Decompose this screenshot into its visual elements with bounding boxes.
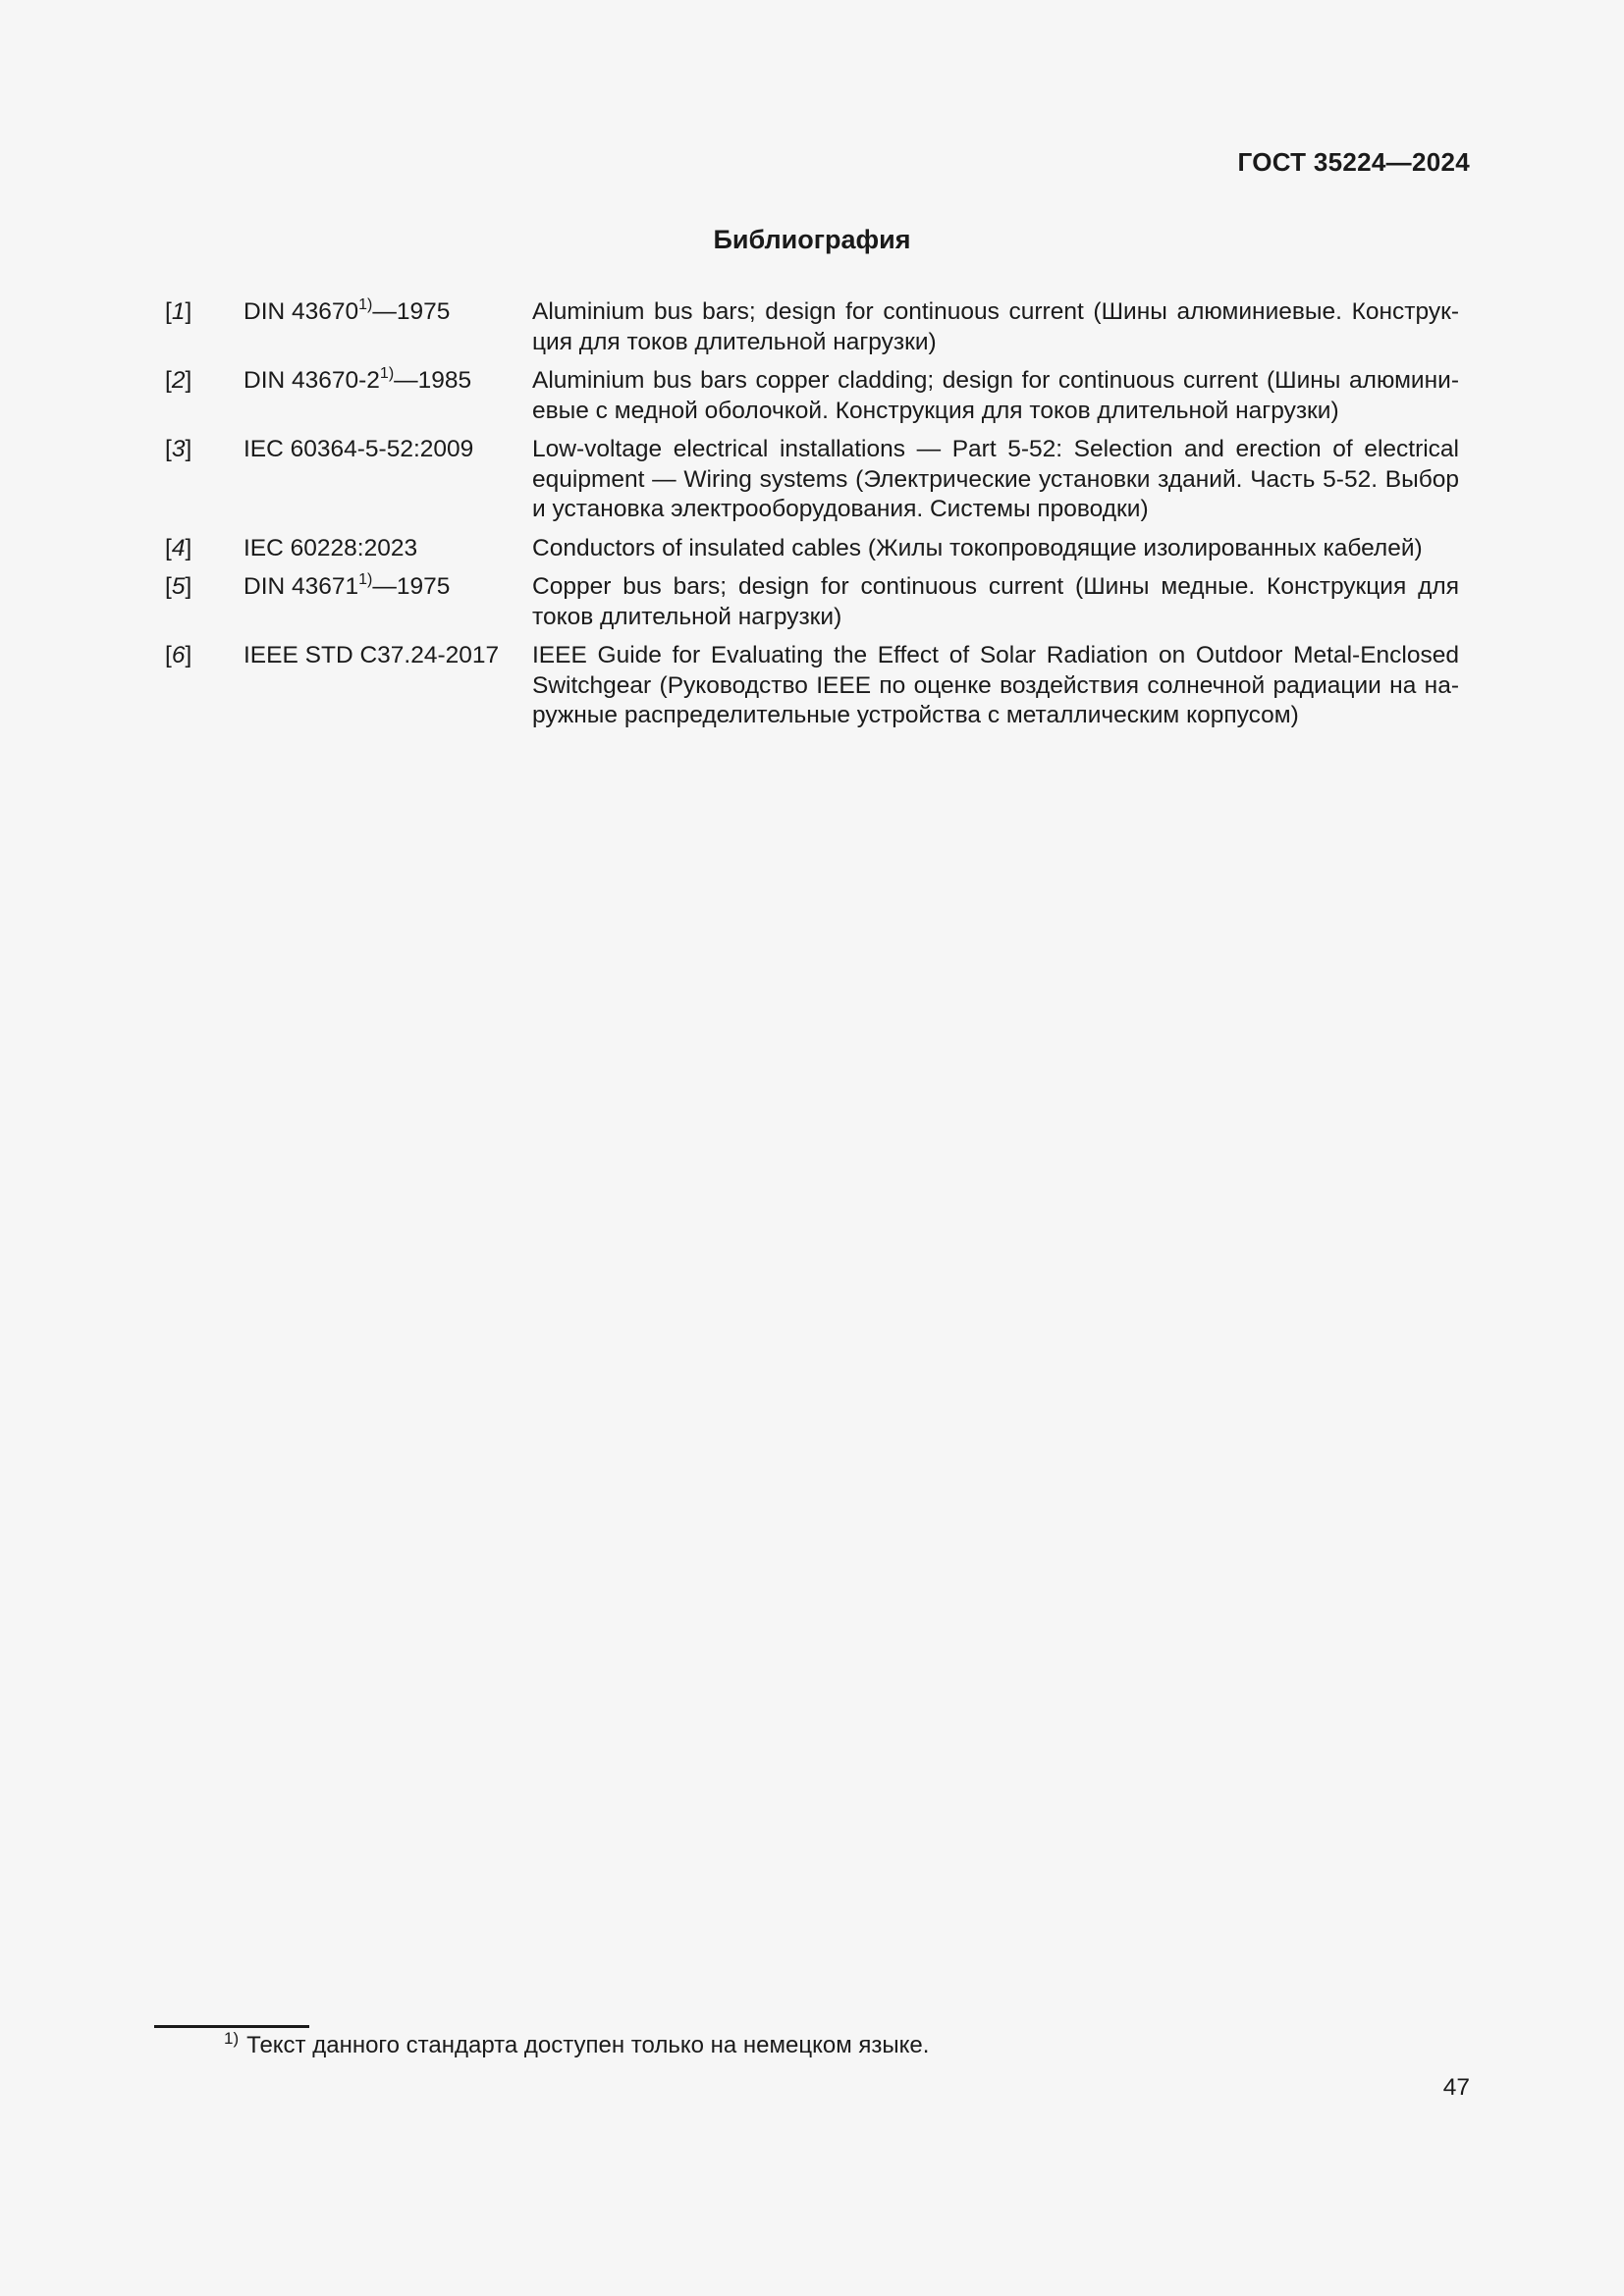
section-title: Библиография [713,225,911,254]
bibliography-entry [165,297,1459,357]
entry-code: IEC 60364-5-52:2009 [244,436,474,462]
entry-number: [3] [165,436,192,462]
bibliography-entry [165,572,1459,632]
entry-description: Aluminium bus bars copper cladding; design for continuous current (Шины алюминиевые с медной оболочкой. Конструкция для токов длительной нагрузки) [532,367,1459,424]
document-code-header: ГОСТ 35224—2024 [1237,147,1470,177]
bibliography-entry [165,641,1459,731]
entry-code: DIN 43670-2$^{1)}$—1985 [244,364,472,394]
entry-number: [6] [165,642,192,668]
entry-description: IEEE Guide for Evaluating the Effect of Solar Radiation on Outdoor Metal-Enclosed Switchgear (Руководство IEEE по оценке воздействия солнечной радиации на наружные распределительные устройства с металлическим корпусом) [532,642,1459,728]
entry-code: DIN 43670$^{1)}$—1975 [244,295,451,325]
entry-number: [1] [165,298,192,325]
footnote-ref: 1) [379,364,395,382]
footnote-separator [154,2025,309,2028]
entry-code: DIN 43671$^{1)}$—1975 [244,570,451,600]
entry-description: Low-voltage electrical installations — Part 5-52: Selection and erection of electrical equipment — Wiring systems (Электрические установки зданий. Часть 5-52. Выбор и установка электрооборудования. Системы проводки) [532,436,1459,522]
footnote-mark: 1) [224,2029,240,2048]
entry-code: IEC 60228:2023 [244,534,418,561]
entry-number: [2] [165,367,192,394]
footnote [224,2031,929,2062]
entry-description: Conductors of insulated cables (Жилы токопроводящие изолированных кабелей) [532,534,1423,561]
bibliography-entry [165,366,1459,426]
entry-number: [4] [165,534,192,561]
bibliography-entry [165,534,1459,564]
entry-description: Aluminium bus bars; design for continuous current (Шины алюминиевые. Конструкция для токов длительной нагрузки) [532,298,1459,355]
entry-number: [5] [165,573,192,600]
entry-description: Copper bus bars; design for continuous current (Шины медные. Конструкция для токов длительной нагрузки) [532,573,1459,630]
entry-code: IEEE STD C37.24-2017 [244,642,500,668]
footnote-text: Текст данного стандарта доступен только на немецком языке. [246,2032,930,2058]
page-number: 47 [1442,2074,1470,2101]
bibliography-entry [165,435,1459,525]
footnote-ref: 1) [358,570,373,588]
footnote-ref: 1) [358,295,373,313]
bibliography-list [165,297,1459,731]
